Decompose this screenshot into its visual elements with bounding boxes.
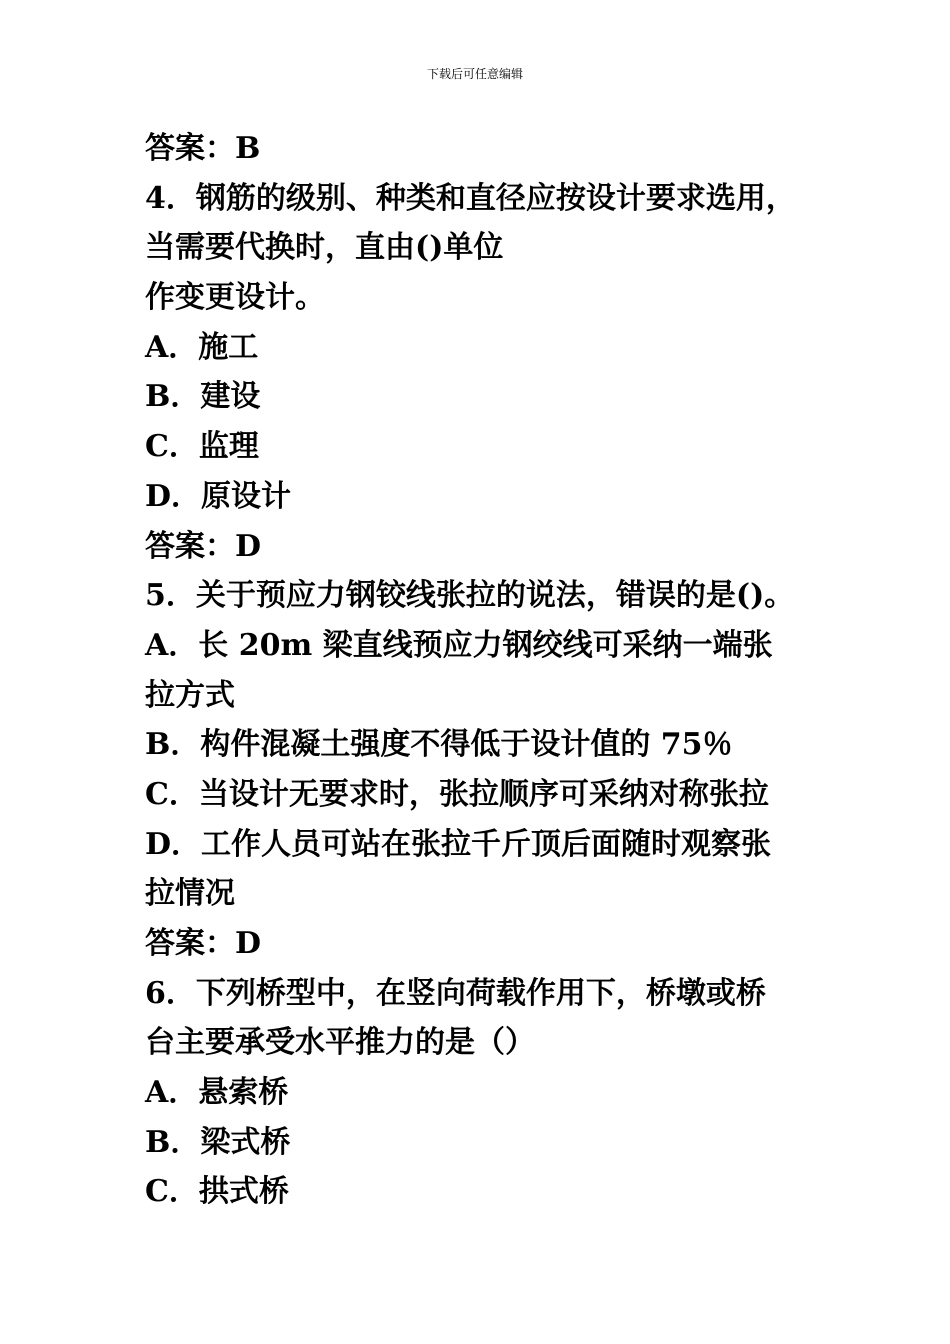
page-header: 下载后可任意编辑 [426, 67, 523, 81]
option-a-line-2: 拉方式 [145, 677, 235, 713]
option-d-line-1: D．工作人员可站在张拉千斤顶后面随时观察张 [145, 826, 772, 862]
question-5-line-1: 5．关于预应力钢铰线张拉的说法，错误的是()。 [145, 578, 795, 614]
answer-line: 答案：D [145, 528, 262, 564]
question-4-line-2: 当需要代换时，直由()单位 [145, 230, 504, 266]
question-4-line-1: 4．钢筋的级别、种类和直径应按设计要求选用， [145, 180, 796, 216]
question-6-line-2: 台主要承受水平推力的是（） [145, 1025, 535, 1061]
option-c: C．当设计无要求时，张拉顺序可采纳对称张拉 [145, 776, 769, 812]
option-a: A．施工 [145, 329, 259, 365]
option-c: C．拱式桥 [145, 1174, 289, 1210]
option-a-line-1: A．长 20m 梁直线预应力钢绞线可采纳一端张 [145, 627, 773, 663]
option-b: B．梁式桥 [145, 1124, 291, 1160]
question-6-line-1: 6．下列桥型中，在竖向荷载作用下，桥墩或桥 [145, 975, 766, 1011]
option-b: B．建设 [145, 379, 261, 415]
answer-line: 答案：B [145, 131, 261, 166]
answer-line: 答案：D [145, 926, 262, 961]
document-body [145, 124, 825, 1217]
option-a: A．悬索桥 [145, 1075, 289, 1111]
option-c: C．监理 [145, 429, 259, 465]
option-d-line-2: 拉情况 [145, 876, 235, 912]
option-d: D．原设计 [145, 478, 292, 514]
option-b: B．构件混凝土强度不得低于设计值的 75％ [145, 727, 733, 763]
question-4-line-3: 作变更设计。 [145, 280, 325, 316]
